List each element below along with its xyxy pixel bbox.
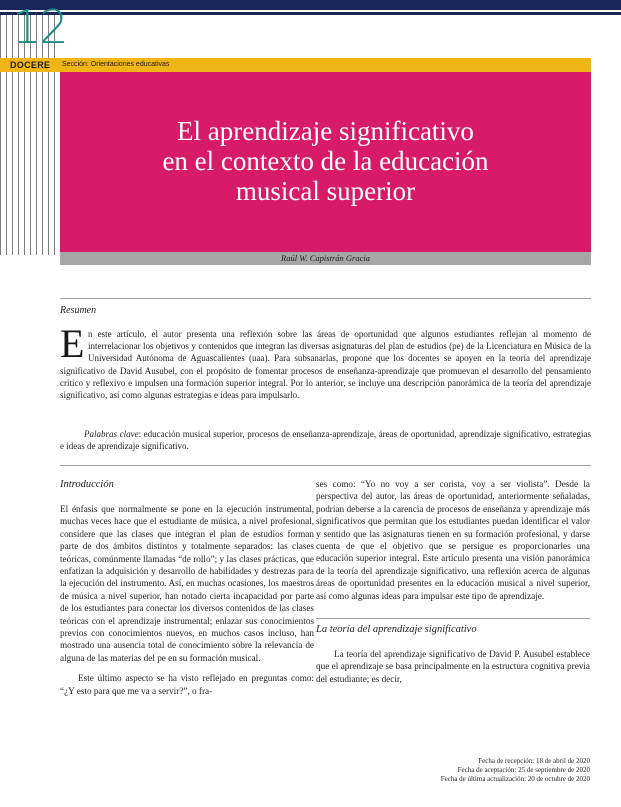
abstract-text: n este artículo, el autor presenta una reflexión sobre las áreas de oportunidad que algunos estudiantes reflejan al momento de interrelacionar los objetivos y contenidos que integran las diversas asignaturas del plan de estudios (pe) de la Licenciatura en Música de la Universidad Autónoma de Aguascalientes (uaa). Para subsanarlas, propone que los docentes se apoyen en la teoría del aprendizaje significativo de David Ausubel, con el propósito de fomentar procesos de enseñanza-aprendizaje que promuevan el desarrollo del pensamiento crítico y reflexivo e impulsen una formación superior integral. Por lo anterior, se incluye una descripción panorámica de la teoría del aprendizaje significativo, así como algunas estrategias e ideas para impulsarlo. bbox=[60, 329, 591, 401]
theory-heading: La teoría del aprendizaje significativo bbox=[316, 624, 477, 636]
keywords-text: : educación musical superior, procesos de enseñanza-aprendizaje, áreas de oportunidad, aprendizaje significativo, estrategias e ideas de aprendizaje significativo. bbox=[60, 429, 591, 452]
intro-paragraph-2: Este último aspecto se ha visto reflejado en preguntas como: “¿Y esto para que me va a servir?”, o fra- bbox=[60, 673, 314, 696]
date-updated: Fecha de última actualización: 20 de octubre de 2020 bbox=[440, 775, 590, 783]
drop-cap-space bbox=[60, 328, 88, 364]
title-line-3: musical superior bbox=[235, 176, 416, 206]
issue-number: 12 bbox=[12, 0, 67, 54]
article-dates bbox=[441, 757, 590, 784]
section-label: Sección: Orientaciones educativas bbox=[62, 61, 170, 68]
abstract-heading: Resumen bbox=[60, 305, 97, 316]
abstract-drop-cap: E bbox=[60, 321, 85, 366]
date-accepted: Fecha de aceptación: 25 de septiembre de 2020 bbox=[457, 766, 590, 774]
theory-heading-rule bbox=[316, 618, 590, 619]
article-author: Raúl W. Capistrán Gracia bbox=[281, 253, 370, 263]
top-band bbox=[0, 0, 621, 10]
top-band-lower bbox=[0, 12, 621, 15]
body-column-left bbox=[60, 478, 314, 697]
title-line-2: en el contexto de la educación bbox=[162, 146, 489, 176]
theory-paragraph-1: La teoría del aprendizaje significativo de David P. Ausubel establece que el aprendizaje se basa principalmente en la estructura cognitiva previa del estudiante; es decir, bbox=[316, 649, 590, 684]
intro-paragraph-3: ses como: “Yo no voy a ser corista, voy a ser violista”. Desde la perspectiva del autor, las áreas de oportunidad, anteriormente señaladas, podrían deberse a la carencia de procesos de enseñanza y aprendizaje más significativos que permitan que los estudiantes puedan identificar el valor y sentido que las asignaturas tienen en su formación profesional, y darse cuenta de que el objetivo que se persigue es proporcionarles una educación superior integral. Este artículo presenta una visión panorámica de la teoría del aprendizaje significativo, una reflexión acerca de algunas áreas de oportunidad presentes en la educación musical a nivel superior, así como algunas ideas para impulsar este tipo de aprendizaje. bbox=[316, 479, 590, 601]
abstract-rule-top bbox=[60, 298, 591, 299]
abstract-rule-bottom bbox=[60, 465, 591, 466]
keywords bbox=[60, 428, 591, 452]
body-column-right bbox=[316, 478, 590, 685]
abstract-paragraph bbox=[60, 328, 591, 401]
keywords-label: Palabras clave bbox=[84, 429, 139, 439]
title-line-1: El aprendizaje significativo bbox=[177, 116, 474, 146]
date-received: Fecha de recepción: 18 de abril de 2020 bbox=[478, 757, 590, 765]
intro-paragraph-1: El énfasis que normalmente se pone en la ejecución instrumental, muchas veces hace que el estudiante de música, a nivel profesional, considere que las clases que integran el plan de estudios forman parte de dos ámbitos distintos y totalmente separados: las clases teóricas, comúnmente llamadas “de rollo”; y las clases prácticas, que enfatizan la adquisición y desarrollo de habilidades y destrezas para la ejecución del instrumento. Así, en muchas ocasiones, los maestros de música a nivel superior, han notado cierta incapacidad por parte de los estudiantes para conectar los diversos contenidos de las clases teóricas con el aprendizaje instrumental; enlazar sus conocimientos previos con conocimientos nuevos, en muchos casos incluso, han mostrado una ausencia total de conocimiento sobre la relevancia de alguna de las materias del pe en su formación musical. bbox=[60, 504, 314, 663]
article-title bbox=[60, 116, 591, 206]
intro-heading: Introducción bbox=[60, 479, 114, 490]
journal-logo: DOCERE bbox=[10, 60, 51, 70]
